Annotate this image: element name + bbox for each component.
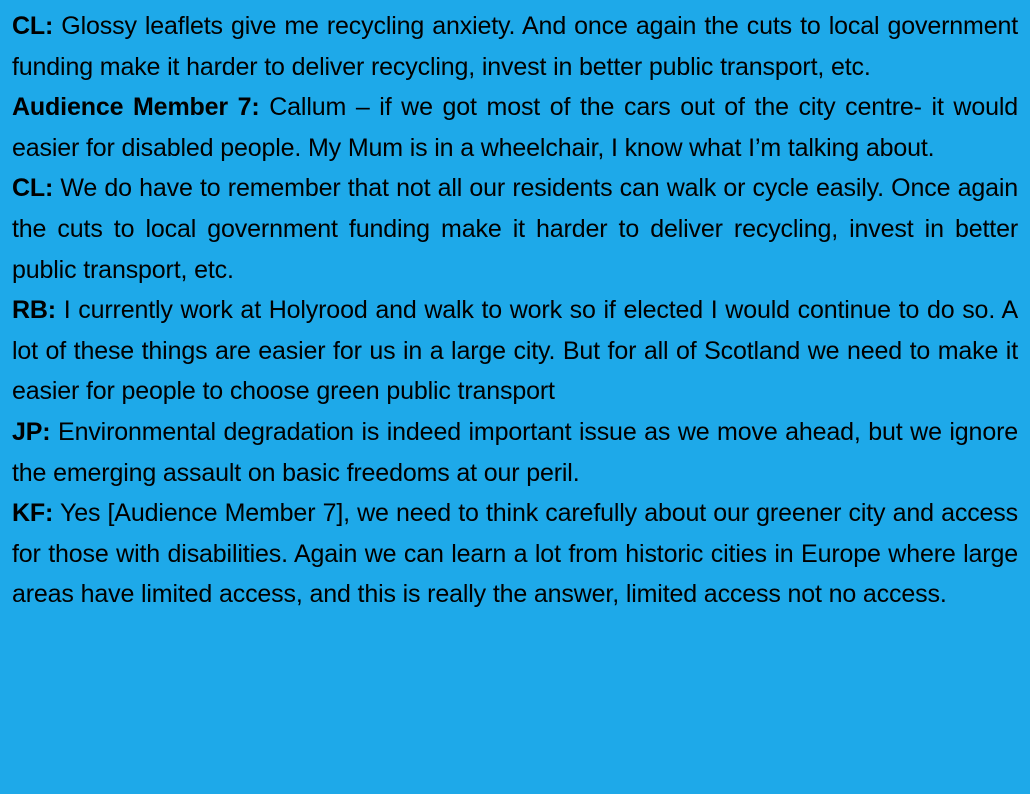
speaker-label: KF: — [12, 499, 54, 528]
speech-text: Callum – if we got most of the cars out of the city centre- it would easier for disabled people. My Mum is in a wheelchair, I know what I’m talking about. — [12, 93, 1019, 162]
speech-text: Environmental degradation is indeed important issue as we move ahead, but we ignore the emerging assault on basic freedoms at our peril. — [12, 417, 1018, 487]
speaker-label: CL: — [12, 174, 54, 203]
transcript-entry-jp — [12, 412, 1018, 493]
speaker-label: RB: — [12, 296, 56, 325]
transcript-entry-audience-member-7 — [12, 87, 1018, 168]
speaker-label: JP: — [12, 417, 51, 446]
speaker-label: CL: — [12, 12, 54, 40]
transcript-entry-cl-1 — [12, 6, 1018, 87]
transcript-entry-rb — [12, 290, 1018, 412]
speaker-label: Audience Member 7: — [12, 93, 260, 122]
speech-text: We do have to remember that not all our residents can walk or cycle easily. Once again the cuts to local government funding make it harder to deliver recycling, invest in better public transport, etc. — [12, 174, 1018, 284]
speech-text: I currently work at Holyrood and walk to work so if elected I would continue to do so. A lot of these things are easier for us in a large city. But for all of Scotland we need to make it easier for people to choose green public transport — [12, 296, 1018, 406]
transcript-entry-kf — [12, 493, 1018, 615]
speech-text: Yes [Audience Member 7], we need to think carefully about our greener city and access for those with disabilities. Again we can learn a lot from historic cities in Europe where large areas have limited access, and this is really the answer, limited access not no access. — [12, 499, 1018, 609]
speech-text: Glossy leaflets give me recycling anxiety. And once again the cuts to local government funding make it harder to deliver recycling, invest in better public transport, etc. — [12, 12, 1018, 81]
transcript-entry-cl-2 — [12, 168, 1018, 290]
